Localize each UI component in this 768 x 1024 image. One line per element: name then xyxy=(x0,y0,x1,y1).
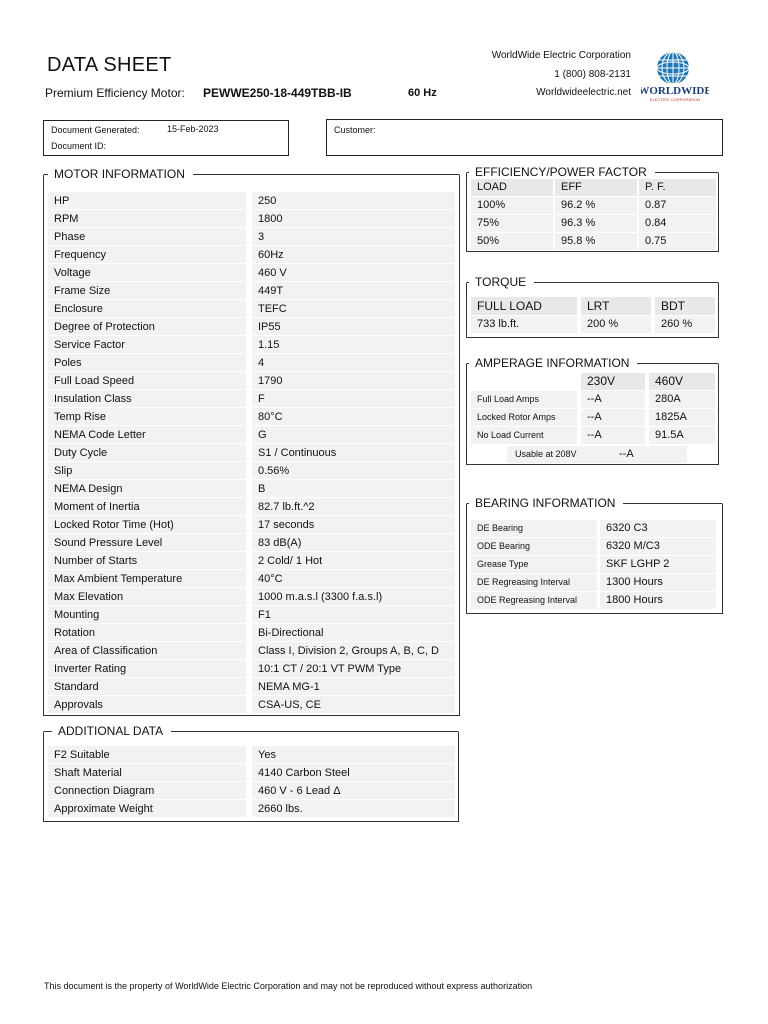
additional-data-key: Shaft Material xyxy=(48,764,246,781)
motor-info-key: Rotation xyxy=(48,624,246,641)
efficiency-cell: 95.8 % xyxy=(555,233,637,250)
motor-info-key: Moment of Inertia xyxy=(48,498,246,515)
bearing-value: 6320 M/C3 xyxy=(600,538,716,555)
amperage-460v-value: 280A xyxy=(649,391,715,408)
motor-info-key: NEMA Code Letter xyxy=(48,426,246,443)
section-title-rule xyxy=(534,282,718,283)
efficiency-cell: 96.3 % xyxy=(555,215,637,232)
bearing-key: Grease Type xyxy=(471,556,597,573)
bearing-key: ODE Regreasing Interval xyxy=(471,592,597,609)
motor-info-key: Voltage xyxy=(48,264,246,281)
section-title-rule xyxy=(44,174,48,175)
generated-value: 15-Feb-2023 xyxy=(167,124,219,134)
motor-info-value: 1000 m.a.s.l (3300 f.a.s.l) xyxy=(252,588,455,605)
motor-info-row xyxy=(48,354,455,372)
amperage-230v-value: --A xyxy=(581,409,645,426)
motor-info-key: Max Elevation xyxy=(48,588,246,605)
motor-info-row xyxy=(48,228,455,246)
amperage-header: 460V xyxy=(649,373,715,390)
motor-info-key: Sound Pressure Level xyxy=(48,534,246,551)
motor-info-row xyxy=(48,642,455,660)
motor-info-row xyxy=(48,408,455,426)
efficiency-cell: 0.75 xyxy=(639,233,716,250)
additional-data-key: Approximate Weight xyxy=(48,800,246,817)
additional-data-value: Yes xyxy=(252,746,455,763)
efficiency-header: EFF xyxy=(555,179,637,196)
motor-information-title: MOTOR INFORMATION xyxy=(50,167,189,181)
motor-info-row xyxy=(48,516,455,534)
motor-info-row xyxy=(48,462,455,480)
motor-info-value: Bi-Directional xyxy=(252,624,455,641)
efficiency-cell: 96.2 % xyxy=(555,197,637,214)
motor-info-key: Area of Classification xyxy=(48,642,246,659)
page-title: DATA SHEET xyxy=(47,54,172,76)
motor-info-value: 1.15 xyxy=(252,336,455,353)
motor-info-row xyxy=(48,588,455,606)
additional-data-key: F2 Suitable xyxy=(48,746,246,763)
customer-box xyxy=(326,119,723,156)
efficiency-cell: 50% xyxy=(471,233,553,250)
motor-info-key: Phase xyxy=(48,228,246,245)
worldwide-logo xyxy=(641,48,709,104)
section-title-rule xyxy=(193,174,459,175)
torque-header: BDT xyxy=(655,297,715,315)
motor-info-value: 1800 xyxy=(252,210,455,227)
svg-text:ELECTRIC CORPORATION: ELECTRIC CORPORATION xyxy=(649,97,701,102)
motor-info-value: IP55 xyxy=(252,318,455,335)
motor-info-key: Enclosure xyxy=(48,300,246,317)
bearing-section xyxy=(466,496,723,614)
torque-value: 200 % xyxy=(581,316,651,333)
footer-disclaimer: This document is the property of WorldWide Electric Corporation and may not be reproduced without express authorization xyxy=(44,981,533,991)
motor-info-value: 460 V xyxy=(252,264,455,281)
motor-info-row xyxy=(48,534,455,552)
motor-info-row xyxy=(48,318,455,336)
motor-info-row xyxy=(48,372,455,390)
company-website[interactable]: Worldwideelectric.net xyxy=(536,87,631,98)
torque-section xyxy=(466,275,719,338)
amperage-section xyxy=(466,356,719,465)
model-number: PEWWE250-18-449TBB-IB xyxy=(203,86,352,100)
motor-info-row xyxy=(48,624,455,642)
additional-data-row xyxy=(48,782,455,800)
motor-info-value: Class I, Division 2, Groups A, B, C, D xyxy=(252,642,455,659)
motor-info-value: 10:1 CT / 20:1 VT PWM Type xyxy=(252,660,455,677)
svg-text:WORLDWIDE: WORLDWIDE xyxy=(641,85,709,97)
amperage-header: 230V xyxy=(581,373,645,390)
torque-header: LRT xyxy=(581,297,651,315)
additional-data-row xyxy=(48,800,455,818)
motor-info-row xyxy=(48,678,455,696)
bearing-value: SKF LGHP 2 xyxy=(600,556,716,573)
efficiency-title: EFFICIENCY/POWER FACTOR xyxy=(471,165,651,179)
bearing-value: 1800 Hours xyxy=(600,592,716,609)
motor-info-value: 0.56% xyxy=(252,462,455,479)
section-title-rule xyxy=(467,282,469,283)
section-title-rule xyxy=(655,172,718,173)
efficiency-header: LOAD xyxy=(471,179,553,196)
motor-info-value: NEMA MG-1 xyxy=(252,678,455,695)
additional-data-row xyxy=(48,764,455,782)
motor-info-key: Frame Size xyxy=(48,282,246,299)
document-id-label: Document ID: xyxy=(51,141,107,151)
motor-information-section xyxy=(43,167,460,716)
bearing-title: BEARING INFORMATION xyxy=(471,496,619,510)
motor-info-value: 449T xyxy=(252,282,455,299)
motor-info-key: Locked Rotor Time (Hot) xyxy=(48,516,246,533)
amperage-230v-value: --A xyxy=(581,391,645,408)
motor-info-value: 17 seconds xyxy=(252,516,455,533)
efficiency-cell: 0.84 xyxy=(639,215,716,232)
motor-info-key: Max Ambient Temperature xyxy=(48,570,246,587)
motor-info-row xyxy=(48,210,455,228)
motor-info-key: Insulation Class xyxy=(48,390,246,407)
torque-value: 260 % xyxy=(655,316,715,333)
efficiency-cell: 100% xyxy=(471,197,553,214)
additional-data-value: 460 V - 6 Lead Δ xyxy=(252,782,455,799)
motor-info-key: Frequency xyxy=(48,246,246,263)
amperage-230v-value: --A xyxy=(581,427,645,444)
motor-info-key: NEMA Design xyxy=(48,480,246,497)
company-name: WorldWide Electric Corporation xyxy=(491,50,631,61)
motor-info-key: Slip xyxy=(48,462,246,479)
motor-info-value: TEFC xyxy=(252,300,455,317)
motor-info-value: 83 dB(A) xyxy=(252,534,455,551)
motor-info-key: Service Factor xyxy=(48,336,246,353)
customer-label: Customer: xyxy=(334,125,376,135)
amperage-title: AMPERAGE INFORMATION xyxy=(471,356,633,370)
globe-icon xyxy=(641,48,709,104)
product-subtitle: Premium Efficiency Motor: xyxy=(45,86,185,100)
motor-info-row xyxy=(48,552,455,570)
motor-info-key: Approvals xyxy=(48,696,246,713)
motor-info-key: Inverter Rating xyxy=(48,660,246,677)
motor-info-row xyxy=(48,246,455,264)
motor-info-row xyxy=(48,336,455,354)
motor-info-row xyxy=(48,300,455,318)
section-title-rule xyxy=(623,503,722,504)
motor-info-value: F1 xyxy=(252,606,455,623)
motor-info-key: Full Load Speed xyxy=(48,372,246,389)
motor-info-value: B xyxy=(252,480,455,497)
motor-info-value: G xyxy=(252,426,455,443)
amperage-460v-value: 91.5A xyxy=(649,427,715,444)
efficiency-header: P. F. xyxy=(639,179,716,196)
motor-info-value: F xyxy=(252,390,455,407)
motor-info-row xyxy=(48,606,455,624)
motor-info-value: 1790 xyxy=(252,372,455,389)
torque-value: 733 lb.ft. xyxy=(471,316,577,333)
torque-title: TORQUE xyxy=(471,275,530,289)
motor-info-value: S1 / Continuous xyxy=(252,444,455,461)
motor-info-row xyxy=(48,264,455,282)
efficiency-cell: 0.87 xyxy=(639,197,716,214)
motor-info-value: 80°C xyxy=(252,408,455,425)
bearing-value: 1300 Hours xyxy=(600,574,716,591)
motor-info-value: 3 xyxy=(252,228,455,245)
amperage-460v-value: 1825A xyxy=(649,409,715,426)
motor-info-key: Mounting xyxy=(48,606,246,623)
motor-info-row xyxy=(48,192,455,210)
efficiency-cell: 75% xyxy=(471,215,553,232)
torque-header: FULL LOAD xyxy=(471,297,577,315)
company-phone: 1 (800) 808-2131 xyxy=(554,69,631,80)
motor-info-key: Duty Cycle xyxy=(48,444,246,461)
motor-info-row xyxy=(48,696,455,714)
frequency-label: 60 Hz xyxy=(408,87,437,99)
motor-info-key: RPM xyxy=(48,210,246,227)
section-title-rule xyxy=(44,731,52,732)
motor-info-key: Poles xyxy=(48,354,246,371)
motor-info-key: HP xyxy=(48,192,246,209)
motor-info-row xyxy=(48,426,455,444)
generated-label: Document Generated: xyxy=(51,125,140,135)
motor-info-row xyxy=(48,570,455,588)
section-title-rule xyxy=(467,172,469,173)
motor-info-key: Degree of Protection xyxy=(48,318,246,335)
motor-info-row xyxy=(48,498,455,516)
usable-208v-label: Usable at 208V xyxy=(507,446,613,463)
motor-info-value: 40°C xyxy=(252,570,455,587)
motor-info-value: CSA-US, CE xyxy=(252,696,455,713)
section-title-rule xyxy=(467,503,469,504)
amperage-row-label: No Load Current xyxy=(471,427,577,444)
additional-data-row xyxy=(48,746,455,764)
usable-208v-value: --A xyxy=(613,446,687,463)
bearing-key: DE Bearing xyxy=(471,520,597,537)
motor-info-key: Temp Rise xyxy=(48,408,246,425)
motor-info-value: 60Hz xyxy=(252,246,455,263)
additional-data-title: ADDITIONAL DATA xyxy=(54,724,167,738)
section-title-rule xyxy=(637,363,718,364)
additional-data-section xyxy=(43,724,459,822)
motor-info-row xyxy=(48,660,455,678)
bearing-value: 6320 C3 xyxy=(600,520,716,537)
motor-info-row xyxy=(48,390,455,408)
motor-info-row xyxy=(48,444,455,462)
additional-data-key: Connection Diagram xyxy=(48,782,246,799)
motor-info-value: 2 Cold/ 1 Hot xyxy=(252,552,455,569)
motor-info-value: 4 xyxy=(252,354,455,371)
amperage-row-label: Full Load Amps xyxy=(471,391,577,408)
additional-data-value: 4140 Carbon Steel xyxy=(252,764,455,781)
motor-info-value: 250 xyxy=(252,192,455,209)
bearing-key: ODE Bearing xyxy=(471,538,597,555)
bearing-key: DE Regreasing Interval xyxy=(471,574,597,591)
additional-data-value: 2660 lbs. xyxy=(252,800,455,817)
section-title-rule xyxy=(171,731,458,732)
efficiency-section xyxy=(466,165,719,252)
motor-info-value: 82.7 lb.ft.^2 xyxy=(252,498,455,515)
amperage-row-label: Locked Rotor Amps xyxy=(471,409,577,426)
motor-info-row xyxy=(48,480,455,498)
motor-info-key: Standard xyxy=(48,678,246,695)
motor-info-key: Number of Starts xyxy=(48,552,246,569)
section-title-rule xyxy=(467,363,469,364)
motor-info-row xyxy=(48,282,455,300)
